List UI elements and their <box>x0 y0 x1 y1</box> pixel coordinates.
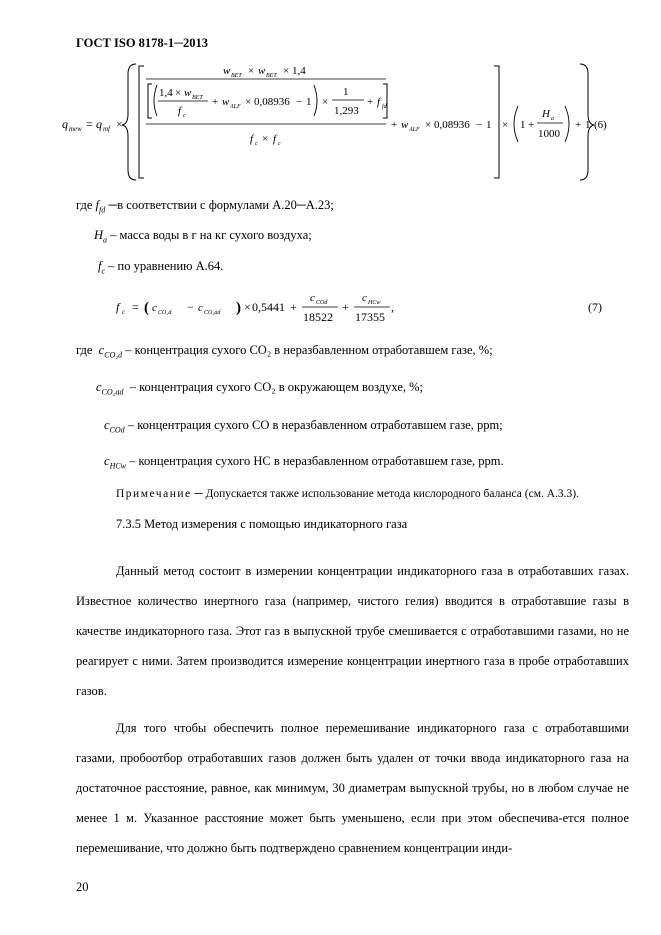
open-bracket: ( <box>144 300 149 316</box>
paren-open-h <box>514 106 518 142</box>
definition-c-cod: $c_{COd}$ – концентрация сухого СО в неразбавленном отработавшем газе, ppm; <box>104 418 503 435</box>
page-number: 20 <box>76 880 89 894</box>
plus-sign: + <box>528 119 535 131</box>
times-sign: × <box>116 117 123 131</box>
one-b: 1 <box>520 119 526 131</box>
plus-sign: + <box>290 300 297 314</box>
c1-sub: CO₂d <box>158 310 172 316</box>
document-header: ГОСТ ISO 8178-1─2013 <box>76 36 208 50</box>
times-sign: × <box>502 119 509 131</box>
c2-sub: CO₂ad <box>204 310 221 316</box>
minus-one-b: 1 <box>486 119 492 131</box>
coef-05441: 0,5441 <box>252 300 285 314</box>
w-alf-a: w <box>222 96 230 108</box>
minus-one-a: 1 <box>306 96 312 108</box>
plus-sign: + <box>212 96 219 108</box>
lhs-q-sub: mew <box>69 125 82 133</box>
plus-sign: + <box>391 119 398 131</box>
close-bracket: ) <box>236 300 241 316</box>
chc-sub: HCw <box>368 300 381 306</box>
rhs-q-sub: mf <box>103 125 110 133</box>
w-alf-b-sub: ALF <box>409 127 420 133</box>
paragraph-2: Для того чтобы обеспечить полное перемешивание индикаторного газа с отработавшими газами, пробоотбор отработавших газов должен быть удален от точки ввода индикаторного газа на достаточное расстояние, равное, как минимум, 30 диаметрам выпускной трубы, но в любом случае не менее 1 м. Указанное расстояние может быть уменьшено, если при этом обеспечива-ется полное перемешивание, что должно быть подтверждено сравнением концентрации инди- <box>76 721 629 855</box>
definition-c-co2d: где $c_{CO_2d}$ – концентрация сухого СО₂ в неразбавленном отработавшем газе, %; <box>76 343 493 360</box>
c2: c <box>198 302 203 314</box>
minus-sign: − <box>476 119 483 131</box>
lhs-q: q <box>62 117 68 131</box>
fc-sub: c <box>122 308 126 316</box>
c1: c <box>152 302 157 314</box>
fc-inner: f <box>178 105 182 117</box>
outer-left-brace <box>122 64 136 180</box>
times-sign: × <box>248 65 255 77</box>
ffd-sub: fd <box>382 104 387 110</box>
plus-sign: + <box>342 300 349 314</box>
equals-sign: = <box>86 117 93 131</box>
definition-c-hcw: $c_{HCw}$ – концентрация сухого НС в неразбавленном отработавшем газе, ppm. <box>104 454 504 471</box>
times-sign: × <box>283 65 290 77</box>
one: 1 <box>343 86 349 98</box>
note <box>116 488 579 500</box>
times-sign: × <box>262 133 269 145</box>
ffd: f <box>377 96 381 108</box>
equals-sign: = <box>132 300 139 314</box>
paren-close-h <box>565 106 569 142</box>
fc-d2-sub: c <box>278 141 281 147</box>
section-heading: 7.3.5 Метод измерения с помощью индикаторного газа <box>116 517 408 531</box>
definition-fc: $f_c$ – по уравнению А.64. <box>98 259 224 276</box>
paragraph-1: Данный метод состоит в измерении концентрации индикаторного газа в отработавших газах. Известное количество инертного газа (например, чистого гелия) вводится в отработавшие газы в качестве индикаторного газа. Этот газ в выпускной трубе смешивается с отработавшими газами, но не реагирует с ними. Затем производится измерение концентрации инертного газа в пробе отработавших газов. <box>76 564 629 698</box>
cco-sub: COd <box>316 300 328 306</box>
c-1000: 1000 <box>538 128 560 140</box>
coef-14-top: 1,4 <box>292 65 306 77</box>
plus-sign: + <box>575 119 582 131</box>
ha-sub: a <box>551 116 554 122</box>
ha: H <box>542 108 550 120</box>
c-08936-b: 0,08936 <box>434 119 470 131</box>
c-1293: 1,293 <box>334 105 359 117</box>
w-alf-b: w <box>401 119 409 131</box>
den-18522: 18522 <box>303 310 333 324</box>
times-sign: × <box>175 87 182 99</box>
definition-ffd: где $f_{fd}$ ─в соответствии с формулами А.20─А.23; <box>76 198 334 215</box>
w-bet-a-sub: BET <box>231 73 242 79</box>
fc-d1-sub: c <box>255 141 258 147</box>
fc-inner-sub: c <box>183 113 186 119</box>
minus-sign: − <box>296 96 303 108</box>
formula-6 <box>60 58 640 186</box>
cco: c <box>310 292 315 304</box>
note-text: ─ Допускается также использование метода кислородного баланса (см. А.3.3). <box>191 488 580 500</box>
times-sign: × <box>322 96 329 108</box>
inner-paren-close <box>314 85 317 116</box>
times-sign: × <box>244 300 251 314</box>
plus-one: 1 <box>585 119 591 131</box>
coef-14-inner: 1,4 <box>159 87 173 99</box>
fc: f <box>116 300 120 314</box>
note-label: Примечание <box>116 488 192 500</box>
fc-d2: f <box>273 133 277 145</box>
big-right-bracket <box>494 66 499 178</box>
fc-d1: f <box>250 133 254 145</box>
inner-paren-open <box>154 85 157 116</box>
w-bet-b-sub: BET <box>266 73 277 79</box>
w-alf-a-sub: ALF <box>230 104 241 110</box>
formula-7 <box>112 288 612 330</box>
formula-6-number: (6) <box>594 119 607 131</box>
chc: c <box>362 292 367 304</box>
w-bet-c: w <box>184 87 192 99</box>
c-08936-a: 0,08936 <box>254 96 290 108</box>
w-bet-b: w <box>258 65 266 77</box>
minus-sign: − <box>187 300 194 314</box>
rhs-q: q <box>96 117 102 131</box>
inner-left-bracket <box>148 84 152 118</box>
formula-7-number: (7) <box>588 300 602 314</box>
times-sign: × <box>245 96 252 108</box>
big-left-bracket <box>139 66 144 178</box>
definition-ha: $H_a$ – масса воды в г на кг сухого воздуха; <box>94 228 312 245</box>
definition-c-co2ad: $c_{CO_2ad}$ – концентрация сухого СО₂ в окружающем воздухе, %; <box>96 380 424 397</box>
w-bet-c-sub: BET <box>192 95 203 101</box>
den-17355: 17355 <box>355 310 385 324</box>
times-sign: × <box>425 119 432 131</box>
comma: , <box>391 300 394 314</box>
w-bet-a: w <box>223 65 231 77</box>
plus-sign: + <box>367 96 374 108</box>
inner-right-bracket <box>383 84 387 118</box>
